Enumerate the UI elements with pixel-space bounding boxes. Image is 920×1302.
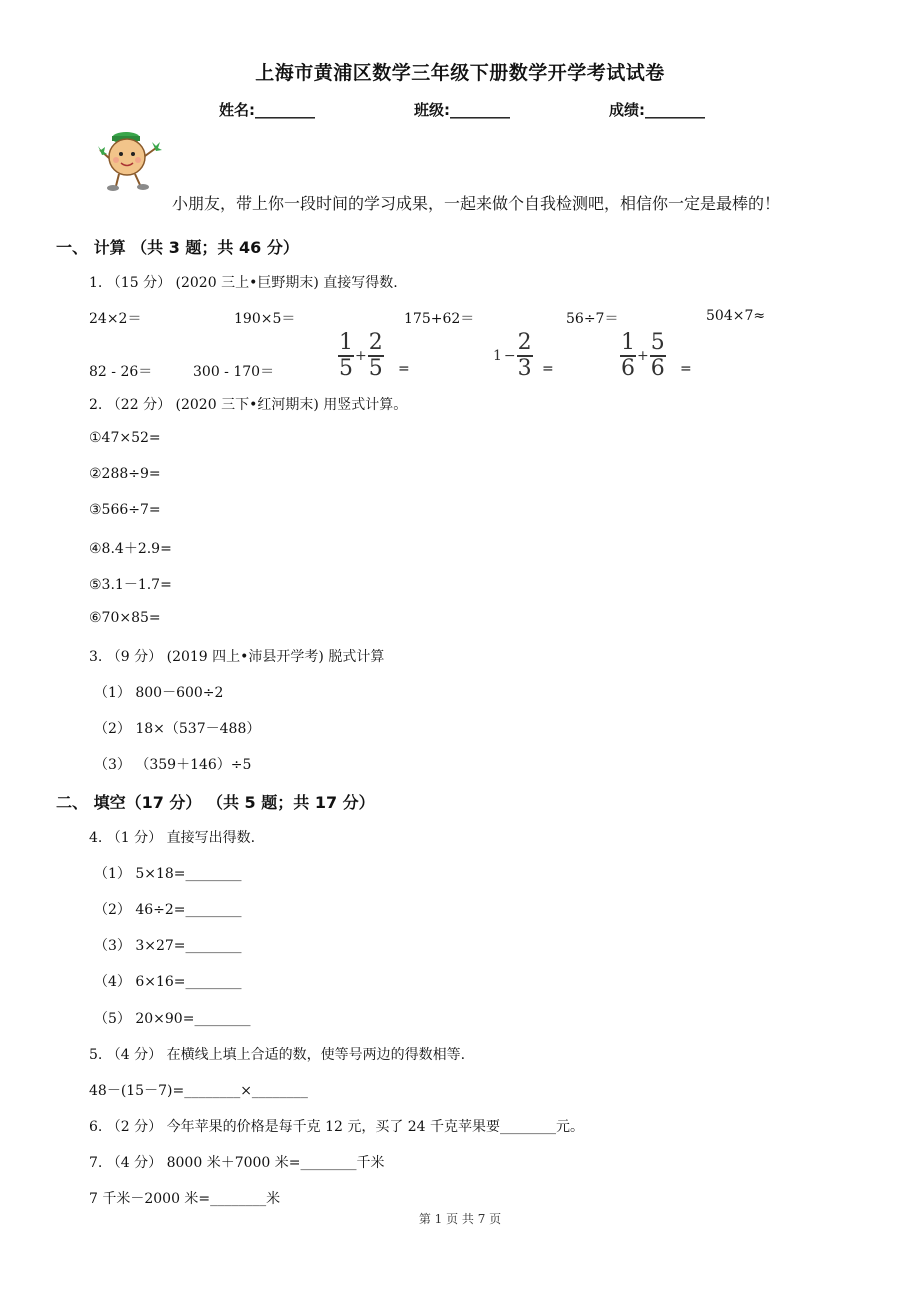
question-1-header: 1. （15 分） (2020 三上•巨野期末) 直接写得数. xyxy=(89,275,398,291)
q2-item: ③566÷7= xyxy=(89,502,161,518)
question-4-header: 4. （1 分） 直接写出得数. xyxy=(89,830,256,846)
greeting-text: 小朋友，带上你一段时间的学习成果，一起来做个自我检测吧，相信你一定是最棒的！ xyxy=(172,194,781,213)
mascot-icon xyxy=(94,130,166,194)
q3-item: （2） 18×（537－488） xyxy=(94,721,261,737)
q2-item: ④8.4＋2.9= xyxy=(89,541,172,557)
question-5-header: 5. （4 分） 在横线上填上合适的数，使等号两边的得数相等. xyxy=(89,1047,466,1063)
section-2-header: 二、 填空（17 分） （共 5 题；共 17 分） xyxy=(56,793,375,812)
section-1-header: 一、 计算 （共 3 题；共 46 分） xyxy=(56,238,299,257)
q3-item: （3） （359＋146）÷5 xyxy=(94,757,252,773)
equals-sign: = xyxy=(398,361,410,377)
q4-item: （3） 3×27=________ xyxy=(94,938,242,954)
q2-item: ①47×52= xyxy=(89,430,161,446)
question-7-header: 7. （4 分） 8000 米＋7000 米=________千米 xyxy=(89,1155,385,1171)
class-field[interactable]: 班级:________ xyxy=(414,101,510,119)
fraction-expression-1: $\frac{1}{5}$ + $\frac{2}{5}$ xyxy=(339,330,383,381)
q3-item: （1） 800－600÷2 xyxy=(94,685,224,701)
q1-item: 190×5＝ xyxy=(234,311,296,327)
page-number: 第 1 页 共 7 页 xyxy=(418,1212,502,1226)
page-title: 上海市黄浦区数学三年级下册数学开学考试试卷 xyxy=(255,62,665,84)
q1-item: 82 - 26＝ xyxy=(89,364,153,380)
q1-item: 300 - 170＝ xyxy=(193,364,275,380)
equals-sign: = xyxy=(680,361,692,377)
q2-item: ②288÷9= xyxy=(89,466,161,482)
q1-item: 56÷7＝ xyxy=(566,311,619,327)
score-field[interactable]: 成绩:________ xyxy=(609,101,705,119)
q4-item: （1） 5×18=________ xyxy=(94,866,242,882)
q4-item: （4） 6×16=________ xyxy=(94,974,242,990)
q4-item: （5） 20×90=________ xyxy=(94,1011,251,1027)
fraction-expression-2: 1 − $\frac{2}{3}$ xyxy=(493,330,532,381)
name-field[interactable]: 姓名:________ xyxy=(219,101,315,119)
q7-line: 7 千米－2000 米=________米 xyxy=(89,1191,281,1207)
q1-item: 24×2＝ xyxy=(89,311,142,327)
fraction-expression-3: $\frac{1}{6}$ + $\frac{5}{6}$ xyxy=(621,330,665,381)
q1-item: 175+62＝ xyxy=(404,311,475,327)
q1-item: 504×7≈ xyxy=(706,308,766,324)
q2-item: ⑥70×85= xyxy=(89,610,161,626)
equals-sign: = xyxy=(542,361,554,377)
q4-item: （2） 46÷2=________ xyxy=(94,902,242,918)
question-3-header: 3. （9 分） (2019 四上•沛县开学考) 脱式计算 xyxy=(89,649,385,665)
q2-item: ⑤3.1－1.7= xyxy=(89,577,172,593)
question-6-header: 6. （2 分） 今年苹果的价格是每千克 12 元，买了 24 千克苹果要________元。 xyxy=(89,1119,585,1135)
q5-line: 48－(15－7)=________×________ xyxy=(89,1083,308,1099)
question-2-header: 2. （22 分） (2020 三下•红河期末) 用竖式计算。 xyxy=(89,397,408,413)
